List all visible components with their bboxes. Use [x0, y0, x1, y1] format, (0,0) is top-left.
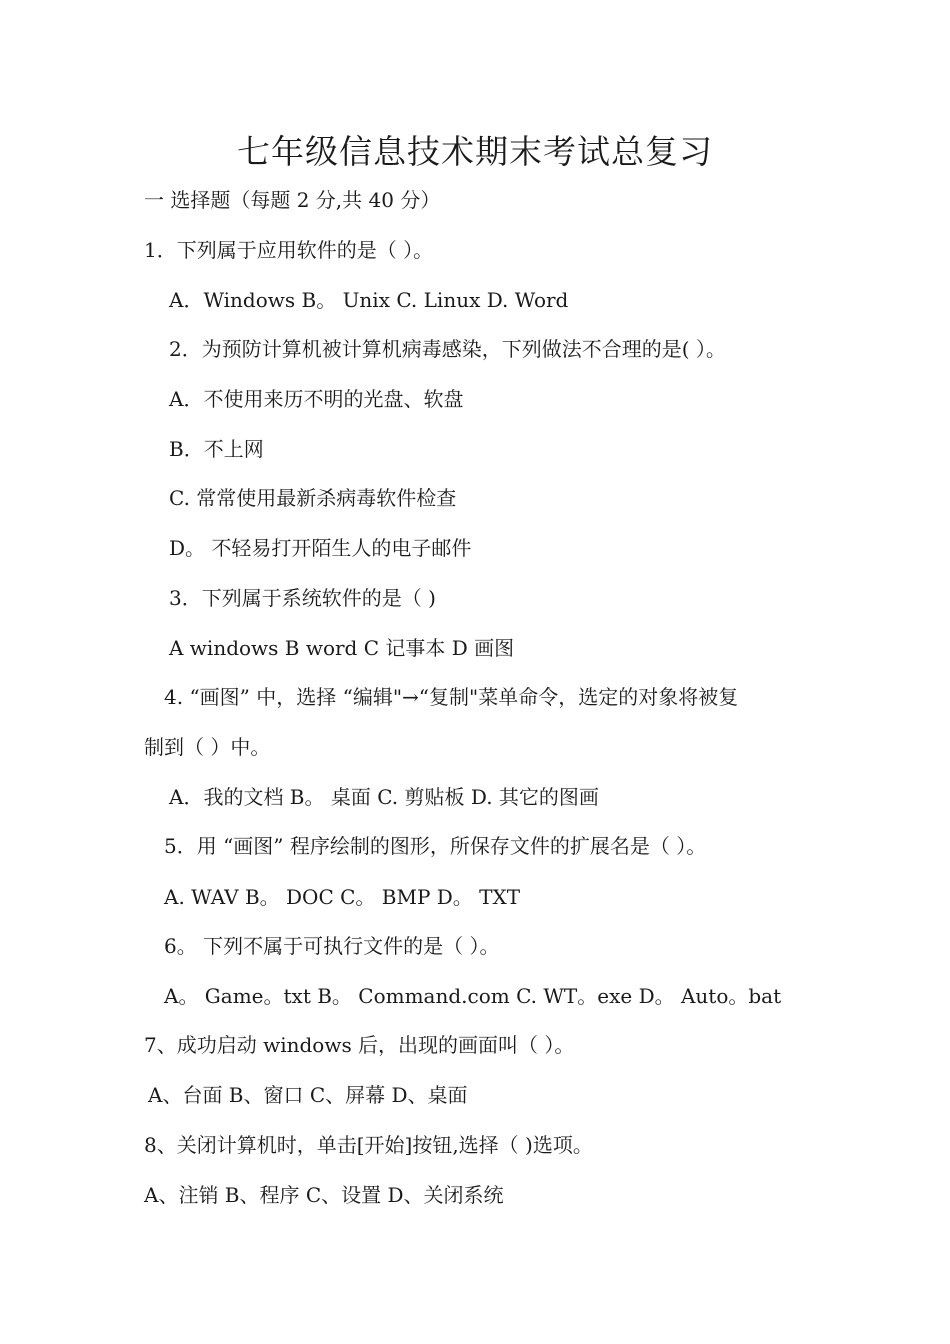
- question-1: 1．下列属于应用软件的是（ ）。: [144, 238, 434, 262]
- question-2-option-d: D。 不轻易打开陌生人的电子邮件: [169, 536, 472, 560]
- question-4-continued: 制到（ ）中。: [144, 735, 271, 759]
- question-4-options: A．我的文档 B。 桌面 C. 剪贴板 D. 其它的图画: [169, 785, 599, 809]
- question-6-options: A。 Game。txt B。 Command.com C. WT。exe D。 Auto。bat: [164, 984, 782, 1008]
- question-3-options: A windows B word C 记事本 D 画图: [169, 636, 515, 660]
- document-title: 七年级信息技术期末考试总复习: [237, 132, 713, 171]
- question-8-options: A、注销 B、程序 C、设置 D、关闭系统: [144, 1183, 504, 1207]
- question-4: 4. “画图” 中，选择 “编辑"→“复制"菜单命令，选定的对象将被复: [164, 685, 739, 709]
- section-heading: 一 选择题（每题 2 分,共 40 分）: [144, 188, 441, 212]
- question-2: 2．为预防计算机被计算机病毒感染，下列做法不合理的是( ）。: [169, 337, 726, 361]
- question-6: 6。 下列不属于可执行文件的是（ ）。: [164, 934, 500, 958]
- question-2-option-a: A．不使用来历不明的光盘、软盘: [169, 387, 464, 411]
- question-7: 7、成功启动 windows 后，出现的画面叫（ ）。: [144, 1033, 575, 1057]
- question-1-options: A．Windows B。 Unix C. Linux D. Word: [169, 288, 569, 312]
- question-5: 5．用 “画图” 程序绘制的图形，所保存文件的扩展名是（ ）。: [164, 834, 707, 858]
- question-3: 3．下列属于系统软件的是（ ): [169, 586, 436, 610]
- question-2-option-b: B．不上网: [169, 437, 264, 461]
- question-8: 8、关闭计算机时，单击[开始]按钮,选择（ )选项。: [144, 1133, 593, 1157]
- question-2-option-c: C. 常常使用最新杀病毒软件检查: [169, 486, 457, 510]
- question-5-options: A. WAV B。 DOC C。 BMP D。 TXT: [164, 885, 521, 909]
- question-7-options: A、台面 B、窗口 C、屏幕 D、桌面: [148, 1083, 468, 1107]
